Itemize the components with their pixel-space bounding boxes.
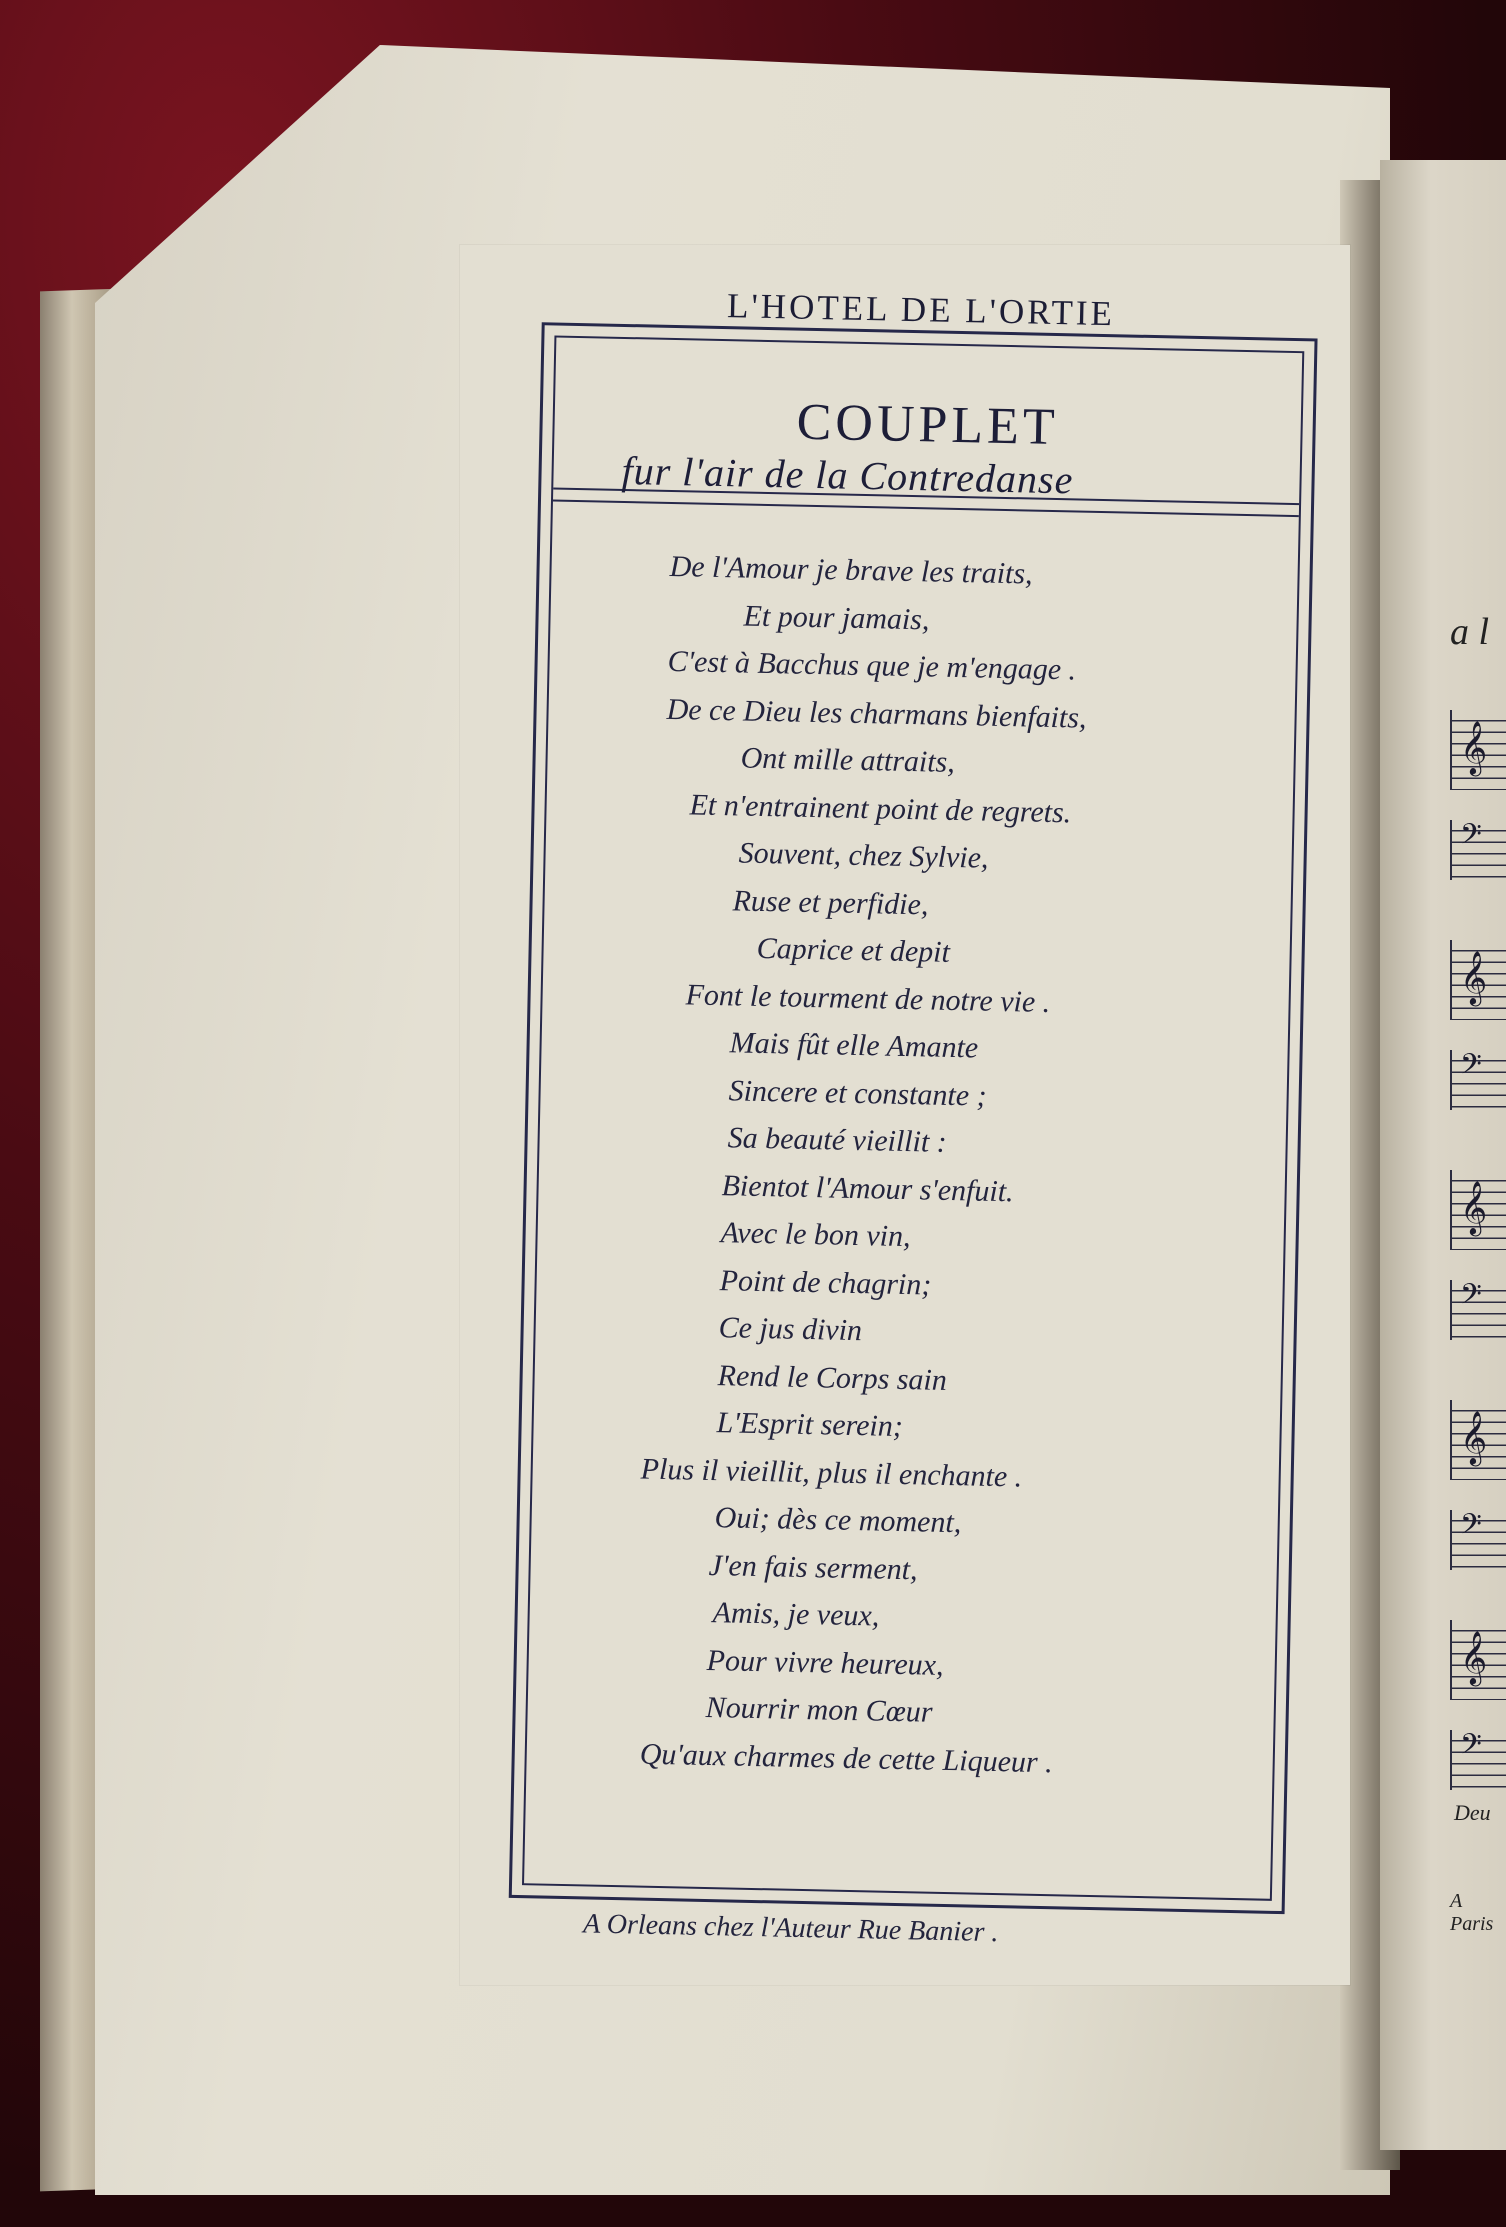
right-fragment-deu: Deu	[1454, 1800, 1491, 1825]
right-page-fragment	[1450, 450, 1506, 1950]
verse-line: Et pour jamais,	[743, 599, 930, 636]
verse-line: Oui; dès ce moment,	[714, 1501, 962, 1540]
treble-clef-icon: 𝄞	[1460, 950, 1488, 1004]
treble-clef-icon: 𝄞	[1460, 1410, 1488, 1464]
verse-line: Ont mille attraits,	[740, 741, 956, 779]
plate-subtitle: fur l'air de la Contredanse	[621, 447, 1074, 503]
music-staff	[1450, 940, 1506, 1020]
verse-line: Font le tourment de notre vie .	[685, 977, 1051, 1019]
verse-line: Point de chagrin;	[719, 1263, 932, 1302]
verse-line: Amis, je veux,	[712, 1596, 880, 1633]
music-staff	[1450, 820, 1506, 880]
music-staff	[1450, 1620, 1506, 1700]
verse-line: Plus il vieillit, plus il enchante .	[640, 1452, 1023, 1494]
verse-line: L'Esprit serein;	[716, 1406, 904, 1444]
verse-line: Ce jus divin	[718, 1311, 863, 1348]
verse-line: Nourrir mon Cœur	[705, 1690, 933, 1729]
verse-line: Qu'aux charmes de cette Liqueur .	[639, 1737, 1054, 1779]
verse-line: Avec le bon vin,	[720, 1216, 911, 1254]
verse-line: Mais fût elle Amante	[729, 1026, 979, 1065]
verse-list	[514, 540, 1310, 1791]
verse-line: Sincere et constante ;	[728, 1073, 987, 1113]
bass-clef-icon: 𝄢	[1460, 1048, 1482, 1088]
verse-line: C'est à Bacchus que je m'engage .	[667, 644, 1077, 687]
verse-line: De ce Dieu les charmans bienfaits,	[666, 692, 1087, 735]
verse-line: Sa beauté vieillit :	[727, 1121, 948, 1159]
verse-line: Pour vivre heureux,	[706, 1643, 944, 1682]
bass-clef-icon: 𝄢	[1460, 1278, 1482, 1318]
verse-line: Souvent, chez Sylvie,	[738, 836, 989, 875]
music-staff	[1450, 710, 1506, 790]
imprint-footer: A Orleans chez l'Auteur Rue Banier .	[582, 1908, 999, 1949]
music-staff	[1450, 1170, 1506, 1250]
treble-clef-icon: 𝄞	[1460, 720, 1488, 774]
right-fragment-top: a l	[1450, 611, 1490, 653]
music-staff	[1450, 1730, 1506, 1790]
verse-line: Rend le Corps sain	[717, 1358, 948, 1397]
music-staff	[1450, 1510, 1506, 1570]
right-fragment-paris: A Paris	[1450, 1890, 1494, 1935]
music-staff	[1450, 1280, 1506, 1340]
treble-clef-icon: 𝄞	[1460, 1180, 1488, 1234]
verse-line: J'en fais serment,	[708, 1548, 918, 1586]
engraving	[488, 282, 1323, 1968]
bass-clef-icon: 𝄢	[1460, 818, 1482, 858]
verse-line: De l'Amour je brave les traits,	[669, 549, 1033, 591]
verse-line: Et n'entrainent point de regrets.	[689, 787, 1072, 829]
music-staff	[1450, 1050, 1506, 1110]
treble-clef-icon: 𝄞	[1460, 1630, 1488, 1684]
bass-clef-icon: 𝄢	[1460, 1508, 1482, 1548]
double-frame	[509, 322, 1318, 1914]
music-staff	[1450, 1400, 1506, 1480]
plate-title: COUPLET	[796, 393, 1060, 457]
verse-line: Bientot l'Amour s'enfuit.	[721, 1168, 1014, 1208]
bass-clef-icon: 𝄢	[1460, 1728, 1482, 1768]
verse-line: Caprice et depit	[756, 931, 951, 969]
verse-line: Ruse et perfidie,	[732, 883, 929, 921]
running-head: L'HOTEL DE L'ORTIE	[726, 286, 1116, 334]
